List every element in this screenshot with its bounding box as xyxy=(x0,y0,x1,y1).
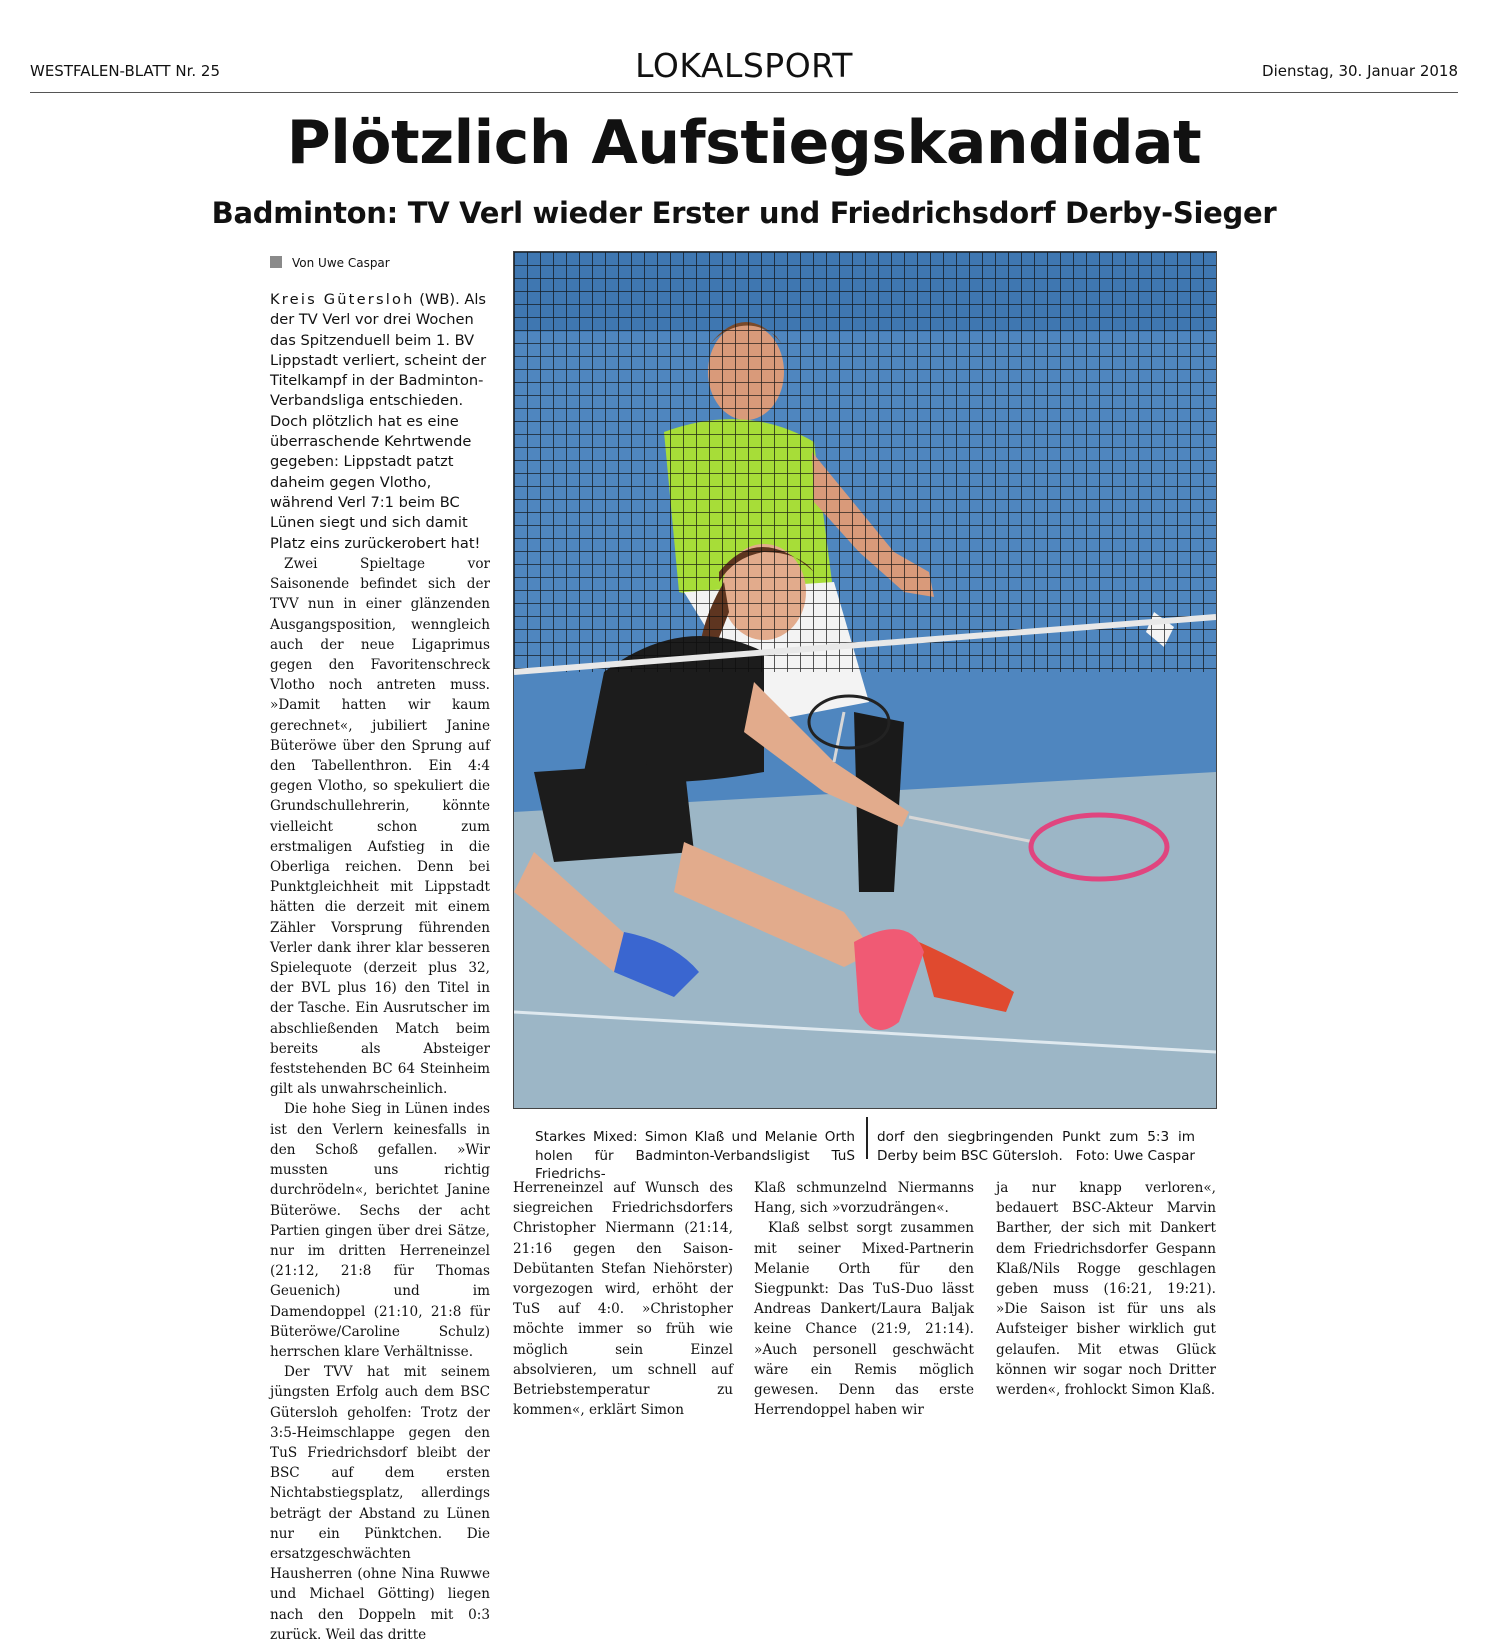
byline xyxy=(270,256,390,270)
paragraph: Herreneinzel auf Wunsch des siegreichen Friedrichsdorfers Christopher Niermann (21:14, 21:16 gegen den Saison-Debütanten Stefan Niehörster) vorgezogen wird, erhöht der TuS auf 4:0. »Christopher möchte immer so früh wie möglich sein Einzel absolvieren, um schnell auf Betriebstemperatur zu kommen«, erklärt Simon xyxy=(513,1180,733,1419)
badminton-net xyxy=(514,252,1216,672)
paragraph: Klaß schmunzelnd Niermanns Hang, sich »vorzudrängen«. xyxy=(754,1180,974,1217)
byline-author: Von Uwe Caspar xyxy=(292,256,390,270)
photo-caption-part-2 xyxy=(877,1128,1195,1165)
photo-credit: Foto: Uwe Caspar xyxy=(1075,1147,1195,1164)
paragraph: Klaß selbst sorgt zusammen mit seiner Mixed-Partnerin Melanie Orth für den Siegpunkt: Das TuS-Duo lässt Andreas Dankert/Laura Baljak keine Chance (21:9, 21:14). »Auch personell geschwächt wäre ein Remis möglich gewesen. Denn das erste Herrendoppel haben wir xyxy=(754,1220,974,1419)
lead-text: (WB). Als der TV Verl vor drei Wochen das Spitzenduell beim 1. BV Lippstadt verliert, scheint der Titelkampf in der Badminton-Verbandsliga entschieden. Doch plötzlich hat es eine überraschende Kehrtwende gegeben: Lippstadt patzt daheim gegen Vlotho, während Verl 7:1 beim BC Lünen siegt und sich damit Platz eins zurückerobert hat! xyxy=(270,291,487,552)
lead-location: Kreis Gütersloh xyxy=(270,291,415,308)
paragraph: Zwei Spieltage vor Saisonende befindet sich der TVV nun in einer glänzenden Ausgangsposition, wenngleich auch der neue Ligaprimus gegen den Favoritenschreck Vlotho noch antreten muss. »Damit hatten wir kaum gerechnet«, jubiliert Janine Büteröwe über den Sprung auf den Tabellenthron. Ein 4:4 gegen Vlotho, so spekuliert die Grundschullehrerin, könnte vielleicht schon zum erstmaligen Aufstieg in die Oberliga reichen. Denn bei Punktgleichheit mit Lippstadt hätten die derzeit mit einem Zähler Vorsprung führenden Verler dank ihrer klar besseren Spielequote (derzeit plus 32, der BVL plus 16) den Titel in der Tasche. Ein Ausrutscher im abschließenden Match beim bereits als Absteiger feststehenden BC 64 Steinheim gilt als unwahrscheinlich. xyxy=(270,556,490,1098)
paragraph: Der TVV hat mit seinem jüngsten Erfolg auch dem BSC Gütersloh geholfen: Trotz der 3:5-Heimschlappe gegen den TuS Friedrichsdorf bleibt der BSC auf dem ersten Nichtabstiegsplatz, allerdings beträgt der Abstand zu Lünen nur ein Pünktchen. Die ersatzgeschwächten Hausherren (ohne Nina Ruwwe und Michael Götting) liegen nach den Doppeln mit 0:3 zurück. Weil das dritte xyxy=(270,1364,490,1643)
article-column-1 xyxy=(270,554,490,1645)
article-column-2 xyxy=(513,1178,733,1420)
byline-square-icon xyxy=(270,256,282,268)
issue-date: Dienstag, 30. Januar 2018 xyxy=(1262,62,1458,80)
article-column-4 xyxy=(996,1178,1216,1400)
caption-text: dorf den siegbringenden Punkt zum 5:3 im Derby beim BSC Gütersloh. xyxy=(877,1129,1195,1164)
paragraph: ja nur knapp verloren«, bedauert BSC-Akteur Marvin Barther, der sich mit Dankert dem Friedrichsdorfer Gespann Klaß/Nils Rogge geschlagen geben muss (16:21, 19:21). »Die Saison ist für uns als Aufsteiger bisher wirklich gut gelaufen. Mit etwas Glück können wir sogar noch Dritter werden«, frohlockt Simon Klaß. xyxy=(996,1180,1216,1399)
paragraph: Die hohe Sieg in Lünen indes ist den Verlern keinesfalls in den Schoß gefallen. »Wir mussten uns richtig durchrödeln«, berichtet Janine Büteröwe. Sechs der acht Partien gingen über drei Sätze, nur im dritten Herreneinzel (21:12, 21:8 für Thomas Geuenich) und im Damendoppel (21:10, 21:8 für Büteröwe/Caroline Schulz) herrschen klare Verhältnisse. xyxy=(270,1101,490,1360)
lead-paragraph xyxy=(270,290,490,554)
article-photo xyxy=(513,251,1217,1109)
section-title: LOKALSPORT xyxy=(635,46,853,85)
publication-name: WESTFALEN-BLATT Nr. 25 xyxy=(30,62,220,80)
header-rule xyxy=(30,92,1458,93)
badminton-photo-illustration xyxy=(514,252,1216,1108)
article-headline: Plötzlich Aufstiegskandidat xyxy=(286,108,1202,178)
article-column-3 xyxy=(754,1178,974,1420)
photo-caption-part-1: Starkes Mixed: Simon Klaß und Melanie Orth holen für Badminton-Verbandsligist TuS Friedrichs- xyxy=(535,1129,855,1182)
caption-divider xyxy=(866,1117,868,1159)
article-subheadline: Badminton: TV Verl wieder Erster und Friedrichsdorf Derby-Sieger xyxy=(211,196,1277,230)
